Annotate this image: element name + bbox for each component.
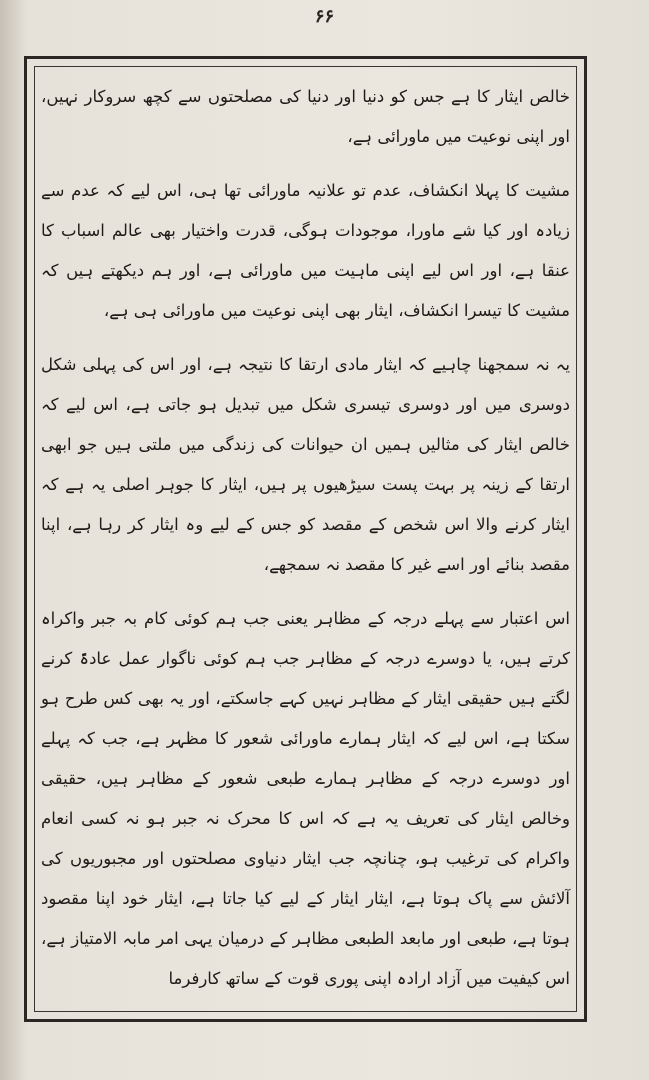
page-border	[24, 56, 587, 1022]
paragraph-4: اس اعتبار سے پہلے درجہ کے مظاہر یعنی جب ہم کوئی کام بہ جبر واکراہ کرتے ہیں، یا دوسرے درجہ کے مظاہر جب ہم کوئی ناگوار عمل عادۃً کرنے لگتے ہیں حقیقی ایثار کے مظاہر نہیں کہے جاسکتے، اور یہ بھی کس طرح ہو سکتا ہے، اس لیے کہ ایثار ہمارے ماورائی شعور کا مظہر ہے، جب کہ پہلے اور دوسرے درجہ کے مظاہر ہمارے طبعی شعور کے مظاہر ہیں، حقیقی وخالص ایثار کی تعریف یہ ہے کہ اس کا محرک نہ جبر ہو نہ کسی انعام واکرام کی ترغیب ہو، چنانچہ جب ایثار دنیاوی مصلحتوں اور مجبوریوں کی آلائش سے پاک ہوتا ہے، ایثار ایثار کے لیے کیا جاتا ہے، ایثار خود اپنا مقصود ہوتا ہے، طبعی اور مابعد الطبعی مظاہر کے درمیان یہی امر مابہ الامتیاز ہے، اس کیفیت میں آزاد ارادہ اپنی پوری قوت کے ساتھ کارفرما	[41, 609, 570, 988]
page-number: ۶۶	[314, 6, 335, 27]
paragraph-3: یہ نہ سمجھنا چاہیے کہ ایثار مادی ارتقا کا نتیجہ ہے، اور اس کی پہلی شکل دوسری میں اور دوسری تیسری شکل میں تبدیل ہو جاتی ہے، اس لیے کہ خالص ایثار کی مثالیں ہمیں ان حیوانات کی زندگی میں ملتی ہیں جو ابھی ارتقا کے زینہ پر بہت پست سیڑھیوں پر ہیں، ایثار کا جوہر اصلی یہ ہے کہ ایثار کرنے والا اس شخص کے مقصد کو جس کے لیے وہ ایثار کر رہا ہے، اپنا مقصد بنائے اور اسے غیر کا مقصد نہ سمجھے،	[41, 355, 570, 574]
paragraph-1: خالص ایثار کا ہے جس کو دنیا اور دنیا کی مصلحتوں سے کچھ سروکار نہیں، اور اپنی نوعیت میں ماورائی ہے،	[41, 87, 570, 146]
paragraph-2: مشیت کا پہلا انکشاف، عدم تو علانیہ ماورائی تھا ہی، اس لیے کہ عدم سے زیادہ اور کیا شے ماورا، موجودات ہوگی، قدرت واختیار بھی عالم اسباب کا عنقا ہے، اور اس لیے اپنی ماہیت میں ماورائی ہے، اور ہم دیکھتے ہیں کہ مشیت کا تیسرا انکشاف، ایثار بھی اپنی نوعیت میں ماورائی ہی ہے،	[41, 181, 570, 320]
body-text	[41, 77, 570, 1005]
